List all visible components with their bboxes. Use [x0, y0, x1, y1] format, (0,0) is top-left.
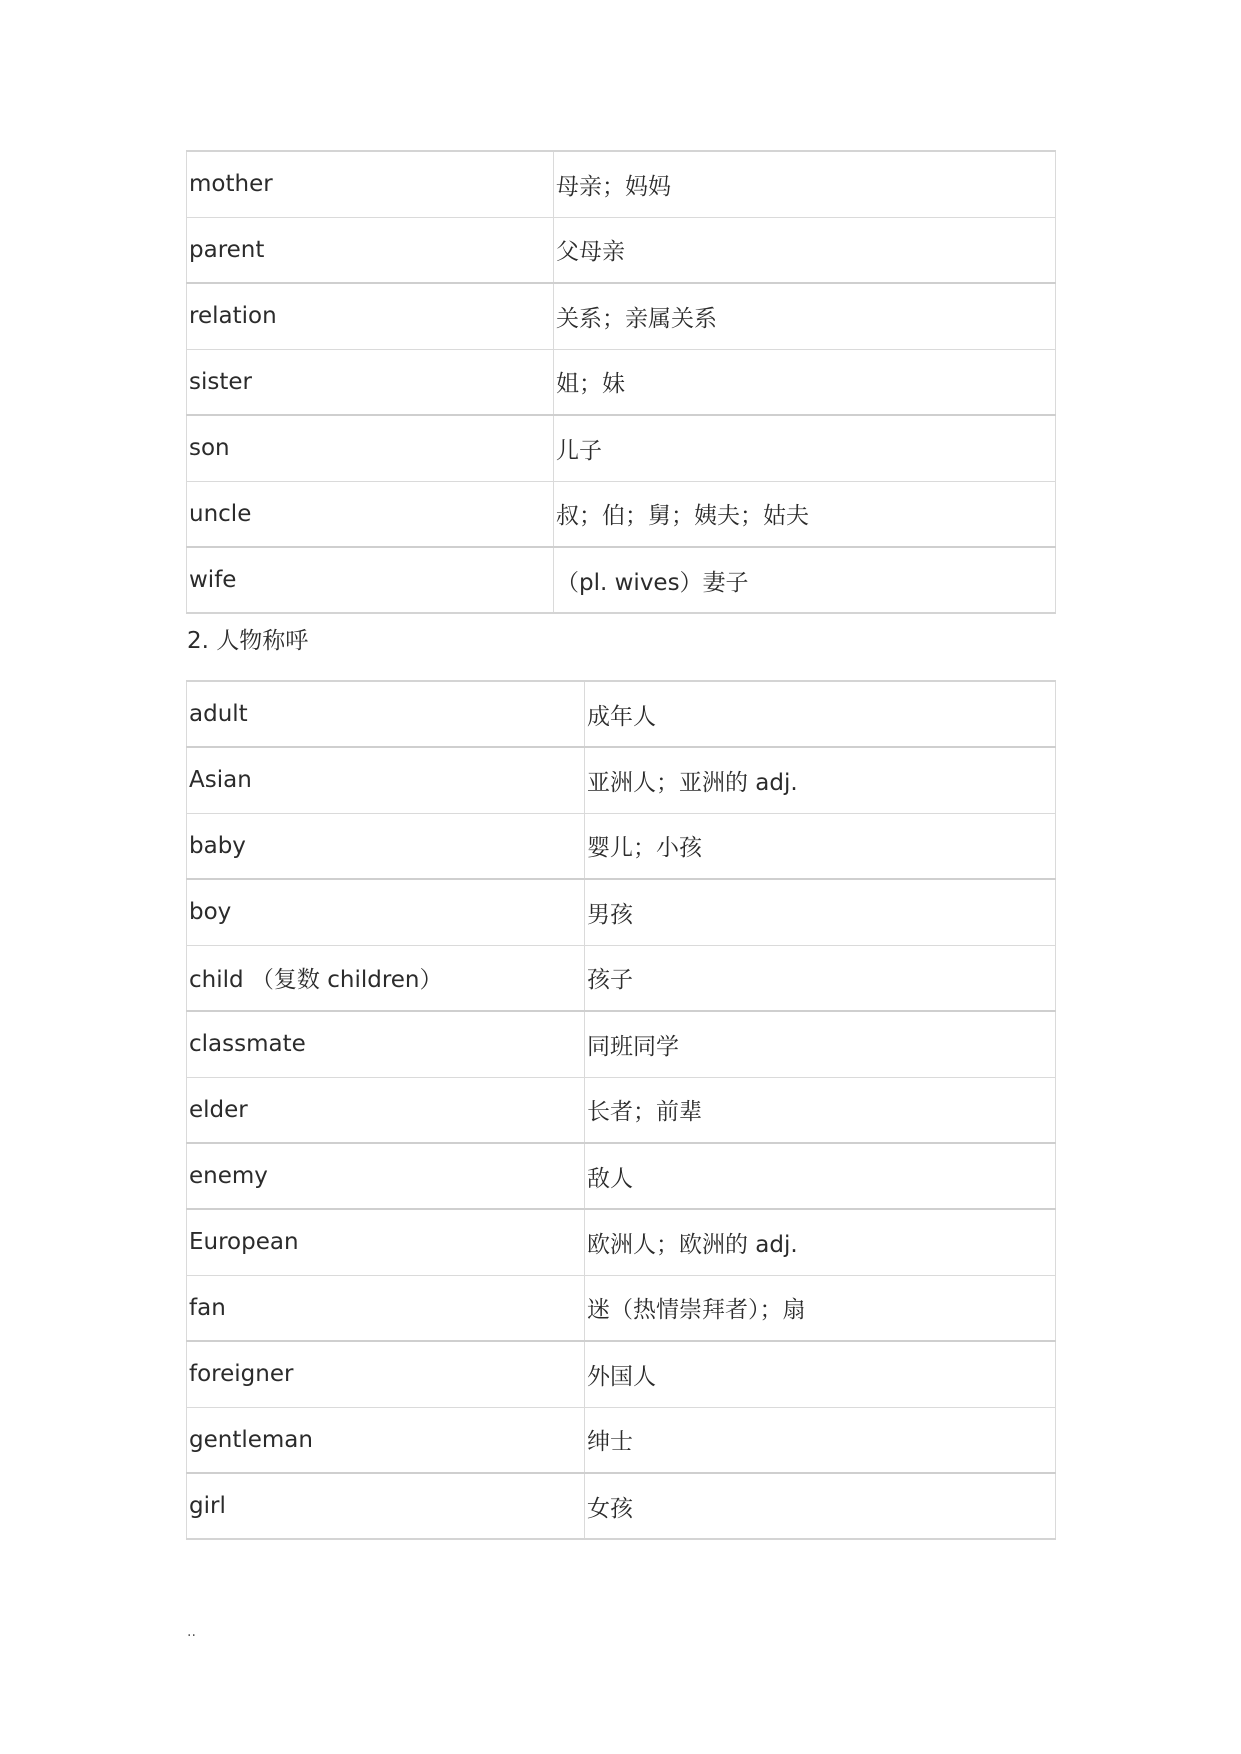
english-word: adult [187, 681, 585, 747]
english-word: enemy [187, 1143, 585, 1209]
chinese-meaning: 男孩 [585, 879, 1056, 945]
chinese-meaning: （pl. wives）妻子 [554, 547, 1056, 613]
english-word: European [187, 1209, 585, 1275]
english-word: fan [187, 1275, 585, 1341]
chinese-meaning: 欧洲人；欧洲的 adj. [585, 1209, 1056, 1275]
people-vocab-table [186, 680, 1056, 1540]
english-word: gentleman [187, 1407, 585, 1473]
chinese-meaning: 女孩 [585, 1473, 1056, 1539]
english-word: wife [187, 547, 554, 613]
english-word: Asian [187, 747, 585, 813]
table-row [187, 945, 1056, 1011]
chinese-meaning: 成年人 [585, 681, 1056, 747]
chinese-meaning: 父母亲 [554, 217, 1056, 283]
table-row [187, 547, 1056, 613]
chinese-meaning: 姐；妹 [554, 349, 1056, 415]
table-row [187, 151, 1056, 217]
table-row [187, 1209, 1056, 1275]
chinese-meaning: 亚洲人；亚洲的 adj. [585, 747, 1056, 813]
english-word: boy [187, 879, 585, 945]
english-word: uncle [187, 481, 554, 547]
english-word: classmate [187, 1011, 585, 1077]
english-word: son [187, 415, 554, 481]
table-row [187, 283, 1056, 349]
table-row [187, 217, 1056, 283]
table-row [187, 1011, 1056, 1077]
chinese-meaning: 同班同学 [585, 1011, 1056, 1077]
section-heading: 2. 人物称呼 [187, 628, 309, 654]
english-word: mother [187, 151, 554, 217]
family-vocab-table [186, 150, 1056, 614]
chinese-meaning: 儿子 [554, 415, 1056, 481]
page-footer-mark: .. [187, 1624, 196, 1640]
table-row [187, 1473, 1056, 1539]
table-row [187, 1077, 1056, 1143]
english-word: parent [187, 217, 554, 283]
chinese-meaning: 长者；前辈 [585, 1077, 1056, 1143]
table-row [187, 813, 1056, 879]
table-row [187, 1275, 1056, 1341]
table-row [187, 481, 1056, 547]
english-word: relation [187, 283, 554, 349]
chinese-meaning: 母亲；妈妈 [554, 151, 1056, 217]
table-row [187, 1143, 1056, 1209]
table-row [187, 349, 1056, 415]
english-word: elder [187, 1077, 585, 1143]
table-row [187, 1407, 1056, 1473]
english-word: foreigner [187, 1341, 585, 1407]
english-word: baby [187, 813, 585, 879]
table-row [187, 415, 1056, 481]
english-word: girl [187, 1473, 585, 1539]
chinese-meaning: 关系；亲属关系 [554, 283, 1056, 349]
chinese-meaning: 婴儿；小孩 [585, 813, 1056, 879]
table-row [187, 1341, 1056, 1407]
chinese-meaning: 绅士 [585, 1407, 1056, 1473]
chinese-meaning: 敌人 [585, 1143, 1056, 1209]
table-row [187, 879, 1056, 945]
chinese-meaning: 叔；伯；舅；姨夫；姑夫 [554, 481, 1056, 547]
chinese-meaning: 孩子 [585, 945, 1056, 1011]
table-row [187, 747, 1056, 813]
chinese-meaning: 迷（热情崇拜者）；扇 [585, 1275, 1056, 1341]
english-word: child （复数 children） [187, 945, 585, 1011]
chinese-meaning: 外国人 [585, 1341, 1056, 1407]
table-row [187, 681, 1056, 747]
english-word: sister [187, 349, 554, 415]
